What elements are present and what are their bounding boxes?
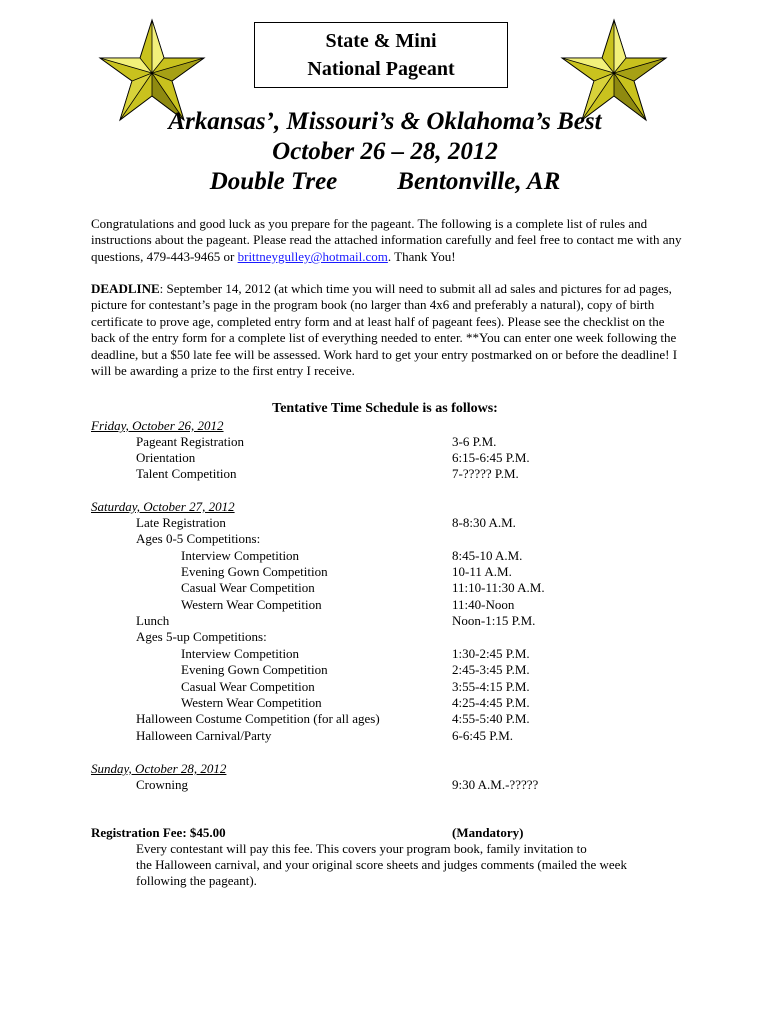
schedule-time: 8:45-10 A.M. bbox=[452, 548, 523, 563]
schedule-time: 4:55-5:40 P.M. bbox=[452, 711, 530, 726]
schedule-time: 8-8:30 A.M. bbox=[452, 515, 516, 530]
headline-states: Arkansas’, Missouri’s & Oklahoma’s Best bbox=[168, 108, 602, 135]
schedule-event: Casual Wear Competition bbox=[181, 580, 315, 595]
schedule-event: Late Registration bbox=[136, 515, 226, 530]
schedule-event: Lunch bbox=[136, 613, 170, 628]
fee-line-2: the Halloween carnival, and your original score sheets and judges comments (mailed the week bbox=[136, 857, 627, 872]
schedule-event: Western Wear Competition bbox=[181, 597, 322, 612]
intro-paragraph bbox=[91, 216, 691, 265]
schedule-event: Talent Competition bbox=[136, 466, 237, 481]
headline-dates: October 26 – 28, 2012 bbox=[272, 138, 498, 165]
schedule-time: 3:55-4:15 P.M. bbox=[452, 679, 530, 694]
headline-venue bbox=[0, 167, 770, 197]
schedule-event: Evening Gown Competition bbox=[181, 564, 328, 579]
schedule-event: Casual Wear Competition bbox=[181, 679, 315, 694]
schedule-time: 10-11 A.M. bbox=[452, 564, 512, 579]
title-box bbox=[254, 22, 508, 88]
schedule-event: Orientation bbox=[136, 450, 196, 465]
schedule-time: 9:30 A.M.-????? bbox=[452, 777, 539, 792]
fee-mandatory: (Mandatory) bbox=[452, 825, 524, 840]
schedule-event: Evening Gown Competition bbox=[181, 662, 328, 677]
deadline-paragraph bbox=[91, 281, 691, 379]
deadline-label: DEADLINE bbox=[91, 281, 160, 296]
email-link[interactable]: brittneygulley@hotmail.com bbox=[237, 248, 388, 264]
schedule-event: Crowning bbox=[136, 777, 188, 792]
schedule-time: 1:30-2:45 P.M. bbox=[452, 646, 530, 661]
schedule-day-heading: Saturday, October 27, 2012 bbox=[91, 499, 235, 514]
title-line-1: State & Mini bbox=[325, 30, 437, 52]
schedule-event: Ages 0-5 Competitions: bbox=[136, 531, 261, 546]
fee-line-3: following the pageant). bbox=[136, 873, 257, 888]
schedule-day-heading: Sunday, October 28, 2012 bbox=[91, 761, 227, 776]
schedule-day-heading: Friday, October 26, 2012 bbox=[91, 418, 224, 433]
title-line-2: National Pageant bbox=[307, 58, 455, 80]
schedule-time: 4:25-4:45 P.M. bbox=[452, 695, 530, 710]
venue-city: Bentonville, AR bbox=[397, 168, 561, 195]
intro-closing: . Thank You! bbox=[387, 248, 456, 264]
schedule-time: 7-????? P.M. bbox=[452, 466, 519, 481]
schedule-time: 6-6:45 P.M. bbox=[452, 728, 514, 743]
schedule-time: 11:10-11:30 A.M. bbox=[452, 580, 545, 595]
schedule-event: Halloween Carnival/Party bbox=[136, 728, 272, 743]
schedule-event: Ages 5-up Competitions: bbox=[136, 629, 267, 644]
intro-text: Congratulations and good luck as you prepare for the pageant. The following is a complete list of rules and instructions about the pageant. Please read the attached information carefully and feel free to contact me with any questions, 479-443-9465 or bbox=[91, 216, 682, 264]
schedule-time: 3-6 P.M. bbox=[452, 434, 497, 449]
schedule-time: Noon-1:15 P.M. bbox=[452, 613, 536, 628]
schedule-event: Pageant Registration bbox=[136, 434, 244, 449]
schedule-event: Interview Competition bbox=[181, 646, 300, 661]
schedule-event: Halloween Costume Competition (for all ages) bbox=[136, 711, 380, 726]
venue-name: Double Tree bbox=[209, 168, 338, 195]
schedule-time: 2:45-3:45 P.M. bbox=[452, 662, 530, 677]
schedule-time: 11:40-Noon bbox=[452, 597, 515, 612]
schedule-event: Western Wear Competition bbox=[181, 695, 322, 710]
schedule-title: Tentative Time Schedule is as follows: bbox=[272, 401, 498, 416]
schedule-event: Interview Competition bbox=[181, 548, 300, 563]
schedule-time: 6:15-6:45 P.M. bbox=[452, 450, 530, 465]
fee-label: Registration Fee: $45.00 bbox=[91, 825, 226, 840]
deadline-text: : September 14, 2012 (at which time you will need to submit all ad sales and pictures for ad pages, picture for contestant’s page in the program book (no larger than 4x6 and preferably a natural), copy of birth certificate to prove age, completed entry form and at least half of pageant fees). Please see the checklist on the back of the entry form for a complete list of everything needed to enter. **You can enter one week following the deadline, but a $50 late fee will be assessed. Work hard to get your entry postmarked on or before the deadline! I will be awarding a prize to the first entry I receive. bbox=[91, 281, 678, 379]
fee-line-1: Every contestant will pay this fee. This covers your program book, family invitation to bbox=[136, 841, 587, 856]
